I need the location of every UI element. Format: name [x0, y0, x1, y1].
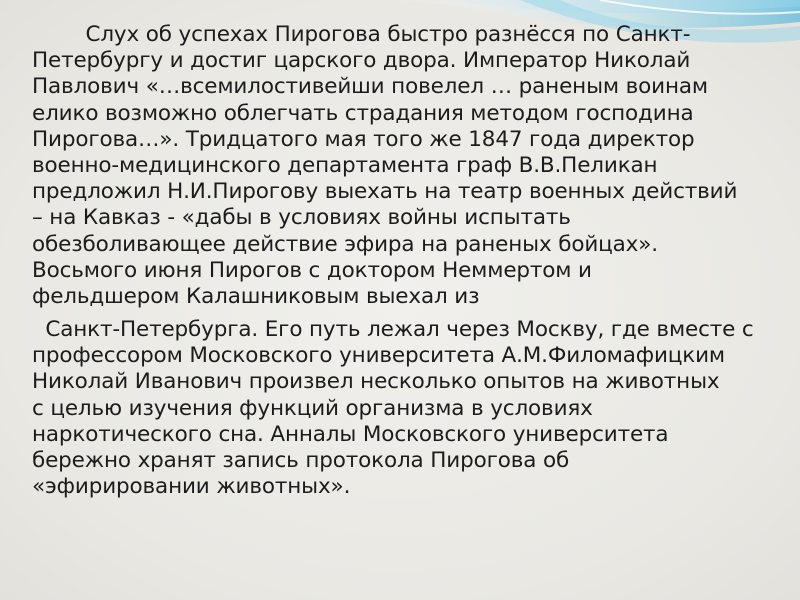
text-line: Восьмого июня Пирогов с доктором Неммертом и [32, 257, 592, 283]
text-block [32, 22, 784, 500]
text-line: профессором Московского университета А.М.Филомафицким [32, 343, 725, 369]
paragraph-2 [32, 317, 784, 500]
text-line: военно-медицинского департамента граф В.В.Пеликан [32, 152, 658, 178]
text-line: предложил Н.И.Пирогову выехать на театр военных действий [32, 179, 738, 205]
text-line: обезболивающее действие эфира на раненых бойцах». [32, 231, 658, 257]
text-line: Николай Иванович произвел несколько опытов на животных [32, 369, 720, 395]
text-line: наркотического сна. Анналы Московского университета [32, 421, 669, 447]
text-line: – на Кавказ - «дабы в условиях войны испытать [32, 205, 571, 231]
text-line: Пирогова…». Тридцатого мая того же 1847 года директор [32, 126, 695, 152]
text-line: фельдшером Калашниковым выехал из [32, 283, 480, 309]
text-line: Петербургу и достиг царского двора. Император Николай [32, 48, 691, 74]
text-line: «эфирировании животных». [32, 474, 351, 500]
text-line: с целью изучения функций организма в условиях [32, 395, 593, 421]
text-line: елико возможно облегчать страдания методом господина [32, 100, 694, 126]
text-line: Слух об успехах Пирогова быстро разнёсся по Санкт- [32, 22, 691, 47]
text-line: бережно хранят запись протокола Пирогова об [32, 448, 570, 473]
text-line: Павлович «…всемилостивейши повелел … раненым воинам [32, 74, 709, 100]
paragraph-1 [32, 22, 784, 310]
text-line: Санкт-Петербурга. Его путь лежал через Москву, где вместе с [32, 317, 754, 343]
paragraph-spacer [32, 310, 784, 317]
